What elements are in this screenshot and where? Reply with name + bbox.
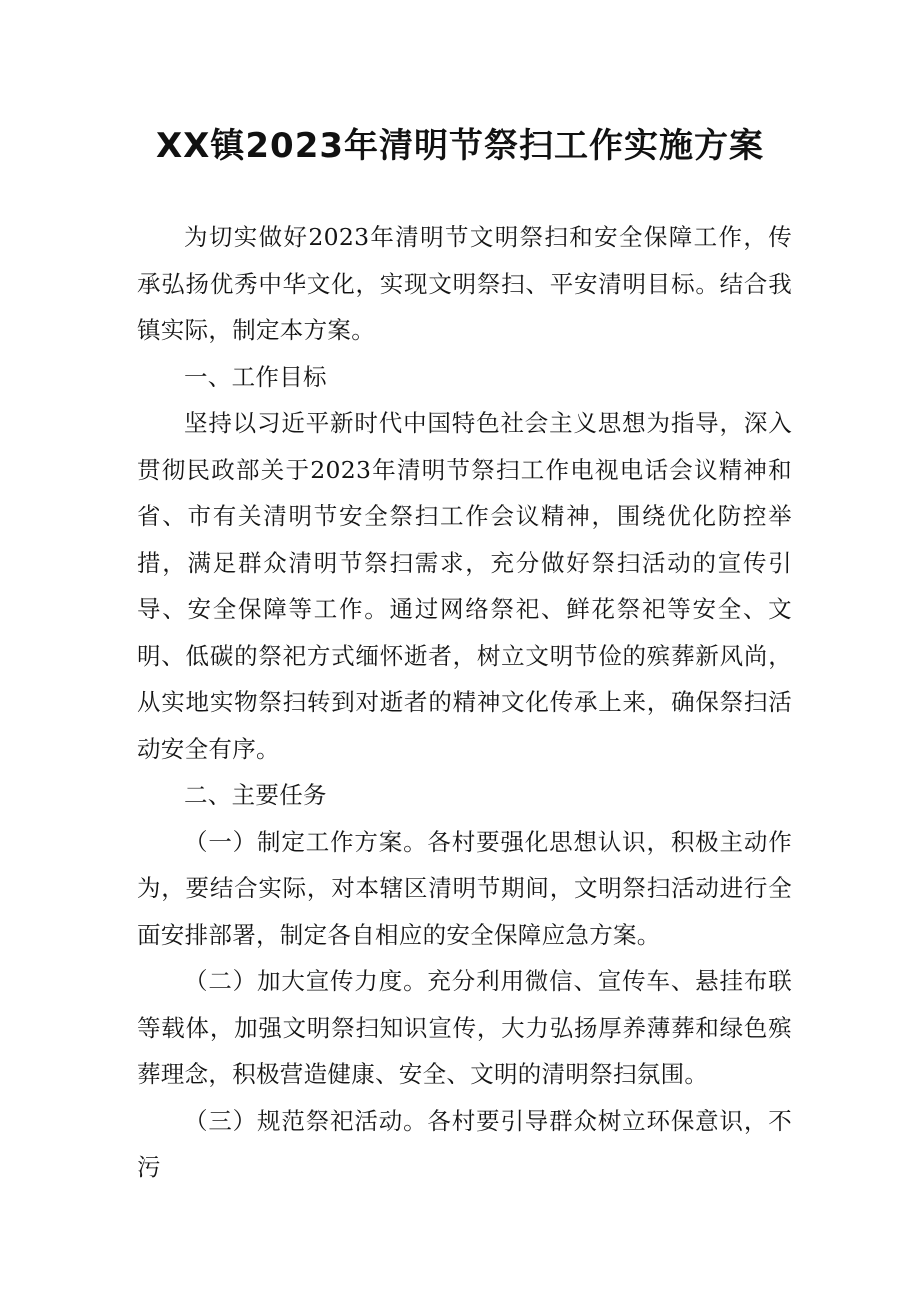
task-item-2: （二）加大宣传力度。充分利用微信、宣传车、悬挂布联等载体，加强文明祭扫知识宣传，大力弘扬厚养薄葬和绿色殡葬理念，积极营造健康、安全、文明的清明祭扫氛围。 bbox=[137, 967, 792, 1088]
section-heading-tasks: 二、主要任务 bbox=[184, 781, 327, 809]
task-item-1: （一）制定工作方案。各村要强化思想认识，积极主动作为，要结合实际，对本辖区清明节期间，文明祭扫活动进行全面安排部署，制定各自相应的安全保障应急方案。 bbox=[137, 827, 792, 949]
intro-paragraph: 为切实做好2023年清明节文明祭扫和安全保障工作，传承弘扬优秀中华文化，实现文明祭扫、平安清明目标。结合我镇实际，制定本方案。 bbox=[137, 223, 792, 344]
document-title: XX镇2023年清明节祭扫工作实施方案 bbox=[155, 126, 765, 166]
document-body bbox=[137, 214, 792, 1191]
section-heading-goals: 一、工作目标 bbox=[184, 362, 327, 391]
task-item-3: （三）规范祭祀活动。各村要引导群众树立环保意识，不污 bbox=[137, 1106, 792, 1181]
goals-paragraph: 坚持以习近平新时代中国特色社会主义思想为指导，深入贯彻民政部关于2023年清明节祭扫工作电视电话会议精神和省、市有关清明节安全祭扫工作会议精神，围绕优化防控举措，满足群众清明节祭扫需求，充分做好祭扫活动的宣传引导、安全保障等工作。通过网络祭祀、鲜花祭祀等安全、文明、低碳的祭祀方式缅怀逝者，树立文明节俭的殡葬新风尚，从实地实物祭扫转到对逝者的精神文化传承上来，确保祭扫活动安全有序。 bbox=[137, 409, 792, 763]
